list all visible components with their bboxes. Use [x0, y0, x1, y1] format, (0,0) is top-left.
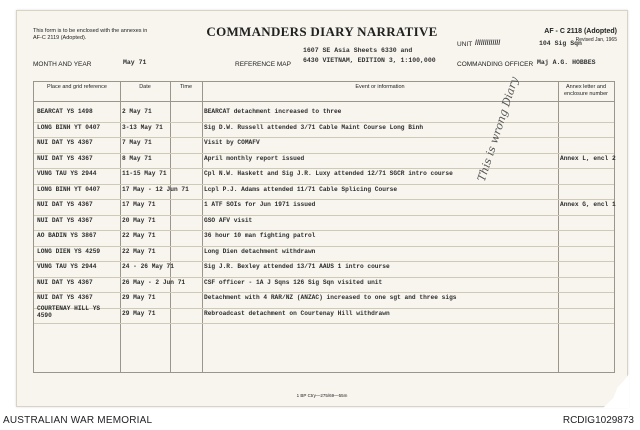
row-date: 22 May 71 [122, 232, 156, 239]
diary-form-sheet [16, 10, 628, 407]
row-date: 20 May 71 [122, 216, 156, 224]
table-row [34, 137, 614, 150]
row-place: NUI DAT YS 4367 [37, 139, 93, 146]
co-value: Maj A.G. HOBBES [537, 59, 596, 66]
row-place: BEARCAT YS 1498 [37, 108, 93, 115]
row-event: Sig D.W. Russell attended 3/71 Cable Maint Course Long Binh [204, 123, 424, 131]
table-row [34, 168, 614, 181]
row-place: NUI DAT YS 4367 [37, 154, 93, 162]
row-date: 22 May 71 [122, 247, 156, 255]
row-event: Sig J.R. Bexley attended 13/71 AAUS 1 intro course [204, 263, 390, 270]
table-row [34, 304, 614, 321]
col-date: Date [139, 84, 151, 90]
form-revised: Revised Jan, 1965 [575, 37, 617, 43]
refmap-label: REFERENCE MAP [235, 61, 291, 68]
enclose-note: This form is to be enclosed with the annexes in AF-C 2119 (Adopted). [33, 28, 148, 41]
table-row [34, 261, 614, 274]
row-date: 11-15 May 71 [122, 170, 167, 177]
row-place: LONG BINH YT 0407 [37, 123, 101, 131]
handwritten-note: This is wrong Diary [475, 75, 522, 184]
co-label: COMMANDING OFFICER [457, 61, 534, 68]
row-place: VUNG TAU YS 2944 [37, 170, 97, 177]
row-event: Lcpl P.J. Adams attended 11/71 Cable Splicing Course [204, 185, 398, 193]
row-place: NUI DAT YS 4367 [37, 294, 93, 301]
row-date: 2 May 71 [122, 108, 152, 115]
row-date: 17 May 71 [122, 201, 156, 208]
row-event: 1 ATF SOIs for Jun 1971 issued [204, 201, 316, 208]
row-date: 17 May - 12 Jun 71 [122, 185, 189, 193]
row-event: BEARCAT detachment increased to three [204, 108, 342, 115]
redaction-marks: ///////////// [475, 40, 501, 47]
col-annex: Annex letter and enclosure number [563, 84, 609, 97]
row-date: 8 May 71 [122, 154, 152, 162]
col-place: Place and grid reference [47, 84, 107, 90]
row-date: 29 May 71 [122, 309, 156, 317]
row-annex: Annex L, encl 2 [560, 154, 616, 162]
row-event: 36 hour 10 man fighting patrol [204, 232, 316, 239]
row-place: NUI DAT YS 4367 [37, 278, 93, 286]
row-event: Rebroadcast detachment on Courtenay Hill withdrawn [204, 309, 390, 317]
row-event: CSF officer - 1A J Sqns 126 Sig Sqn visited unit [204, 278, 383, 286]
table-row [34, 199, 614, 212]
table-row [34, 153, 614, 166]
table-row [34, 246, 614, 259]
row-annex: Annex G, encl 1 [560, 201, 616, 208]
row-event: Long Dien detachment withdrawn [204, 247, 316, 255]
row-event: April monthly report issued [204, 154, 305, 162]
unit-label: UNIT [457, 41, 473, 48]
print-code: 1 BP Ctry—275/69—55m [296, 393, 348, 398]
row-date: 29 May 71 [122, 294, 156, 301]
table-row [34, 122, 614, 135]
refmap-line2: 6430 VIETNAM, EDITION 3, 1:100,000 [303, 57, 436, 64]
row-event: Cpl N.W. Haskett and Sig J.R. Luxy attended 12/71 SGCR intro course [204, 170, 453, 177]
table-row [34, 215, 614, 228]
row-date: 24 - 26 May 71 [122, 263, 174, 270]
table-row [34, 277, 614, 290]
footer-record-id: RCDIG1029873 [562, 415, 634, 426]
table-row [34, 106, 614, 119]
form-title: COMMANDERS DIARY NARRATIVE [206, 24, 438, 39]
unit-value: 104 Sig Sqn [539, 40, 582, 47]
table-row [34, 230, 614, 243]
col-event: Event or information [355, 84, 405, 90]
row-event: Detachment with 4 RAR/NZ (ANZAC) increased to one sgt and three sigs [204, 294, 457, 301]
row-event: Visit by COMAFV [204, 139, 260, 146]
month-label: MONTH AND YEAR [33, 61, 92, 68]
row-date: 7 May 71 [122, 139, 152, 146]
row-place: LONG DIEN YS 4259 [37, 247, 101, 255]
footer-institution: AUSTRALIAN WAR MEMORIAL [3, 415, 153, 426]
row-event: GSO AFV visit [204, 216, 253, 224]
diary-table [33, 81, 615, 373]
row-place: NUI DAT YS 4367 [37, 216, 93, 224]
refmap-line1: 1607 SE Asia Sheets 6330 and [303, 47, 413, 54]
table-row [34, 292, 614, 305]
month-value: May 71 [123, 59, 147, 66]
row-place: COURTENAY HILL YS 4590 [37, 304, 101, 319]
row-place: NUI DAT YS 4367 [37, 201, 93, 208]
form-id: AF - C 2118 (Adopted) [544, 28, 617, 35]
row-place: VUNG TAU YS 2944 [37, 263, 97, 270]
row-place: LONG BINH YT 0407 [37, 185, 101, 193]
table-row [34, 184, 614, 197]
row-date: 3-13 May 71 [122, 123, 163, 131]
row-date: 26 May - 2 Jun 71 [122, 278, 186, 286]
col-time: Time [179, 84, 193, 90]
row-place: AO BADIN YS 3867 [37, 232, 97, 239]
